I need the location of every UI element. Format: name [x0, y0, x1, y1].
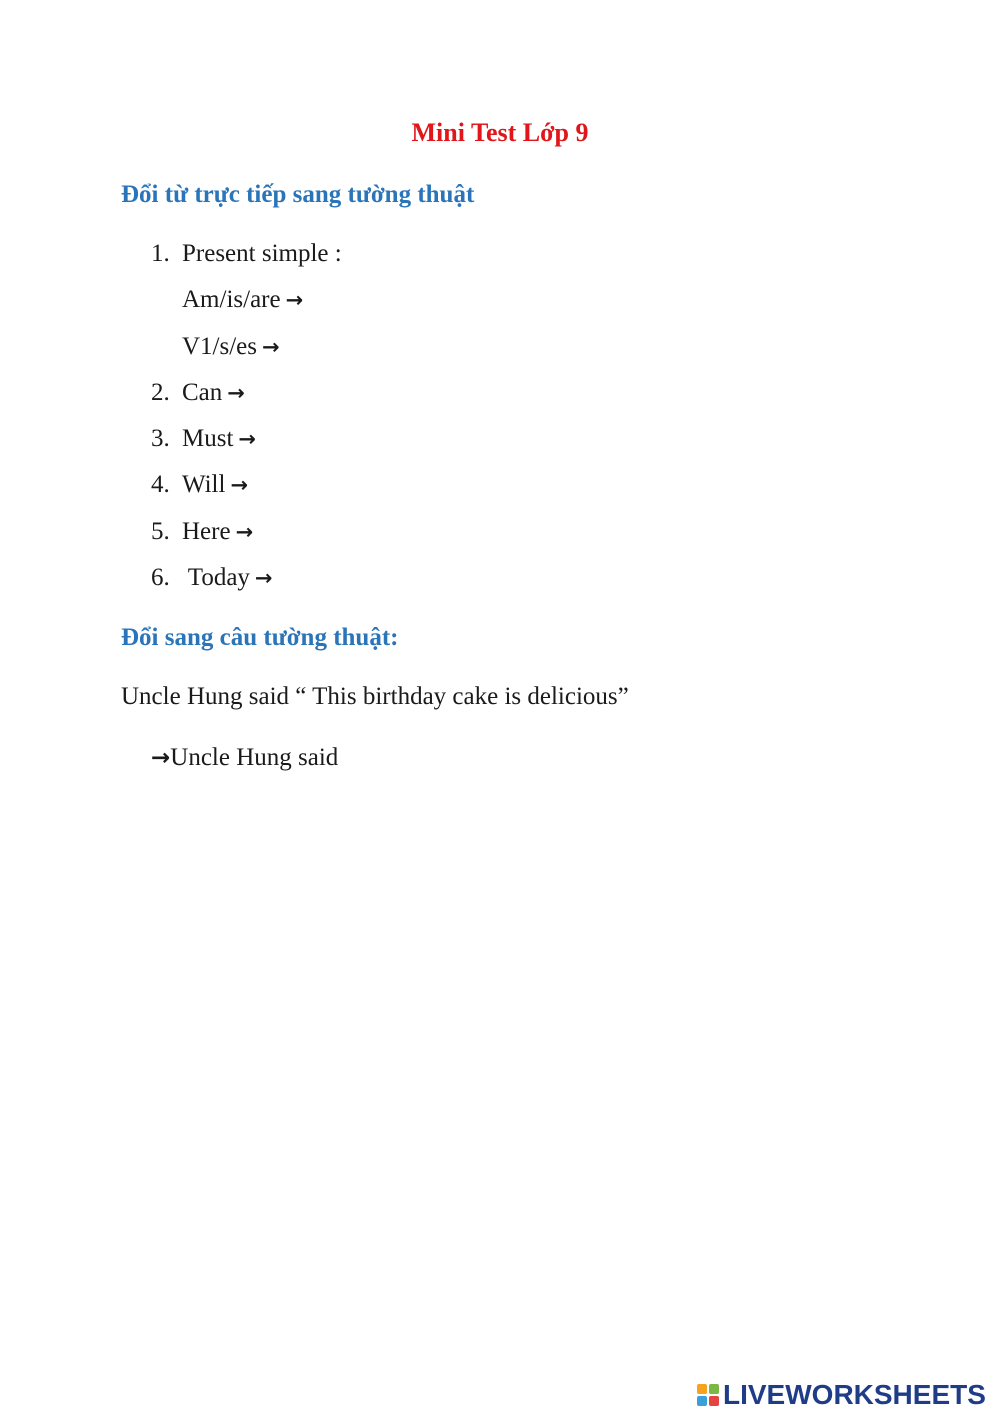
- arrow-right-icon: →: [254, 566, 273, 590]
- list-number: 3.: [151, 425, 170, 452]
- subline-am-is-are: [182, 286, 303, 314]
- liveworksheets-logo: [697, 1378, 986, 1412]
- arrow-right-icon: →: [151, 745, 171, 771]
- list-item-text: Today: [182, 564, 250, 591]
- arrow-right-icon: →: [262, 335, 280, 359]
- logo-grid-icon: [697, 1384, 719, 1406]
- section-heading-reported-speech: Đổi sang câu tường thuật:: [121, 624, 399, 651]
- list-number: 4.: [151, 471, 170, 498]
- direct-speech-sentence: Uncle Hung said “ This birthday cake is delicious”: [121, 683, 629, 710]
- list-item: [182, 518, 253, 546]
- logo-square: [697, 1384, 707, 1394]
- list-item-text: Must: [182, 425, 234, 452]
- list-item: [182, 564, 273, 592]
- logo-square: [709, 1396, 719, 1406]
- logo-square: [709, 1384, 719, 1394]
- list-item: [182, 425, 256, 453]
- arrow-right-icon: →: [230, 473, 249, 497]
- arrow-right-icon: →: [227, 381, 245, 405]
- logo-square: [697, 1396, 707, 1406]
- arrow-right-icon: →: [285, 288, 304, 312]
- list-number: 1.: [151, 240, 170, 267]
- list-number: 2.: [151, 379, 170, 406]
- list-item-text: Can: [182, 379, 223, 406]
- list-item-text: Here: [182, 518, 231, 545]
- subline-text: Am/is/are: [182, 286, 281, 313]
- arrow-right-icon: →: [238, 427, 257, 451]
- page-title: Mini Test Lớp 9: [411, 118, 589, 147]
- list-item: [182, 379, 245, 407]
- section-heading-direct-to-reported: Đổi từ trực tiếp sang tường thuật: [121, 181, 475, 208]
- answer-text: Uncle Hung said: [170, 744, 339, 771]
- list-item-text: Will: [182, 471, 226, 498]
- list-number: 5.: [151, 518, 170, 545]
- arrow-right-icon: →: [235, 520, 254, 544]
- subline-v1: [182, 333, 280, 361]
- answer-line: [151, 744, 338, 772]
- list-item-text: Present simple :: [182, 240, 342, 267]
- list-item: [182, 471, 248, 499]
- subline-text: V1/s/es: [182, 333, 257, 360]
- list-number: 6.: [151, 564, 170, 591]
- brand-name: LIVEWORKSHEETS: [723, 1379, 986, 1410]
